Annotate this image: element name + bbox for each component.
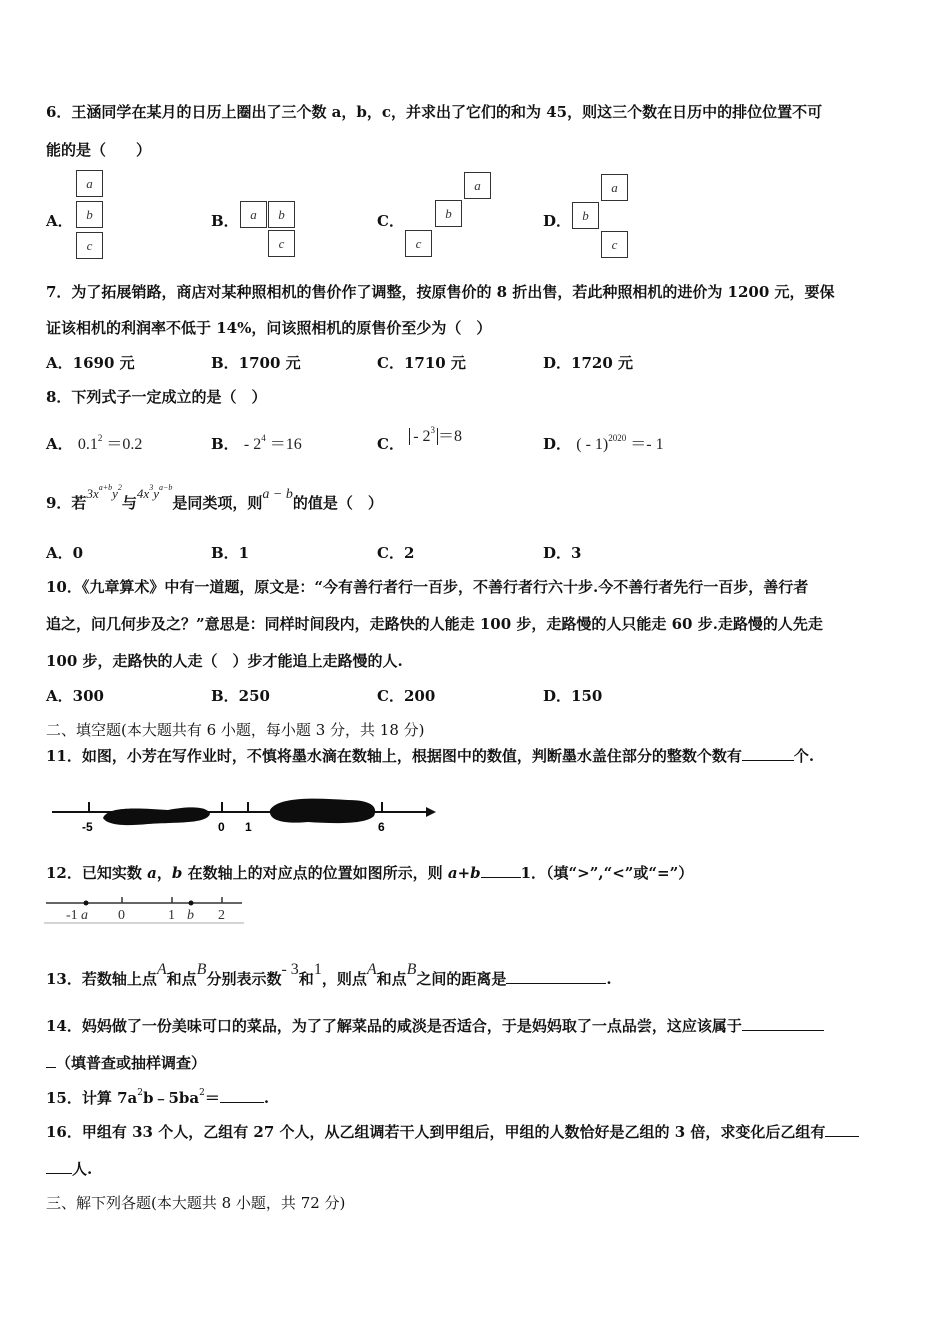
q8-option-b [211, 434, 302, 456]
q8-option-c [377, 425, 463, 456]
q13-text: 13．若数轴上点A和点B分别表示数- 3和1，则点A和点B之间的距离是 . [46, 961, 612, 988]
q8-c-expr: - $2^3 =8$ [409, 428, 462, 445]
q9-option-a: A．0 [46, 544, 84, 562]
tick-label: 0 [218, 820, 225, 834]
q9-option-c: C．2 [377, 544, 415, 562]
q10-line1: 10．《九章算术》中有一道题，原文是：“今有善行者行一百步，不善行者行六十步.今不善行者先行一百步，善行者 [46, 578, 809, 596]
q8-option-d [543, 434, 664, 456]
tick-label: 6 [378, 820, 385, 834]
q14-line1: 14．妈妈做了一份美味可口的菜品，为了了解菜品的咸淡是否适合，于是妈妈取了一点品尝，这应该属于 [46, 1016, 824, 1036]
q6-option-a-label: A． [46, 212, 73, 230]
ink-blot-right [270, 799, 375, 824]
point-a [84, 901, 89, 906]
cell-c: c [405, 230, 432, 257]
q6-line1: 6．王涵同学在某月的日历上圈出了三个数 a，b，c，并求出了它们的和为 45，则这三个数在日历中的排位位置不可 [46, 103, 823, 121]
tick-label: -5 [82, 820, 93, 834]
q10-option-d: D．150 [543, 687, 603, 705]
q8-b-label: B． [211, 435, 239, 453]
cell-a: a [240, 201, 267, 228]
cell-b: b [268, 201, 295, 228]
tick-label: b [187, 908, 194, 923]
cell-a: a [76, 170, 103, 197]
q9-option-b: B．1 [211, 544, 250, 562]
q8-b-expr: - $2^4 =16$ [243, 433, 302, 453]
section-3-heading: 三、解下列各题(本大题共 8 小题，共 72 分) [46, 1194, 346, 1212]
cell-c: c [601, 231, 628, 258]
q9-term1: $3x^{a+b}y^2$ [86, 483, 122, 501]
q7-option-d: D．1720 元 [543, 354, 633, 372]
q16-line1: 16．甲组有 33 个人，乙组有 27 个人，从乙组调若干人到甲组后，甲组的人数恰好是乙组的 3 倍，求变化后乙组有 [46, 1122, 859, 1142]
q9-expr: a − b [262, 487, 293, 502]
cell-c: c [268, 230, 295, 257]
q6-option-d-label: D． [543, 212, 572, 230]
q12-number-line [44, 894, 249, 926]
q12-text: 12．已知实数 a，b 在数轴上的对应点的位置如图所示，则 a+b 1．（填“>”,“<”或“=”） [46, 864, 694, 882]
cell-b: b [76, 201, 103, 228]
q10-line3: 100 步，走路快的人走（ ）步才能追上走路慢的人. [46, 652, 403, 670]
q8-d-label: D． [543, 435, 572, 453]
q9-option-d: D．3 [543, 544, 582, 562]
q16-line2: 人. [46, 1159, 92, 1179]
q8-a-label: A． [46, 435, 73, 453]
q8-d-expr: ( - 1)$^{2020}$ ＝- 1 [576, 433, 664, 453]
tick-label: 1 [245, 820, 252, 834]
q10-line2: 追之，问几何步及之？”意思是：同样时间段内，走路快的人能走 100 步，走路慢的人只能走 60 步.走路慢的人先走 [46, 615, 823, 633]
q6-option-b-label: B． [211, 212, 239, 230]
q10-option-c: C．200 [377, 687, 436, 705]
q7-option-a: A．1690 元 [46, 354, 135, 372]
tick-label: -1 [66, 908, 78, 923]
tick-label: 2 [218, 908, 225, 923]
cell-a: a [464, 172, 491, 199]
q11-number-line [48, 788, 438, 838]
q8-a-expr: $0.1^2 =0.2$ [77, 433, 143, 453]
tick-label: 1 [168, 908, 175, 923]
q7-option-b: B．1700 元 [211, 354, 301, 372]
section-2-heading: 二、填空题(本大题共有 6 小题，每小题 3 分，共 18 分) [46, 721, 425, 739]
q9-stem: 9．若$3x^{a+b}y^2$与$4x^3y^{a-b}$是同类项，则a − b的值是（ ） [46, 483, 383, 512]
q8-option-a [46, 434, 142, 456]
tick-label: a [81, 908, 88, 923]
cell-b: b [435, 200, 462, 227]
q7-line2: 证该相机的利润率不低于 14%，问该照相机的原售价至少为（ ） [46, 319, 492, 337]
q8-c-label: C． [377, 435, 404, 453]
ink-blot-left [103, 807, 210, 825]
q15-text: 15．计算 $7a^2b﹣5ba^2=$ . [46, 1088, 270, 1107]
cell-c: c [76, 232, 103, 259]
q14-line2: （填普查或抽样调查） [46, 1053, 206, 1073]
q8-stem: 8．下列式子一定成立的是（ ） [46, 388, 267, 406]
point-b [189, 901, 194, 906]
q10-option-a: A．300 [46, 687, 104, 705]
cell-a: a [601, 174, 628, 201]
q6-option-c-label: C． [377, 212, 404, 230]
q7-option-c: C．1710 元 [377, 354, 466, 372]
q7-line1: 7．为了拓展销路，商店对某种照相机的售价作了调整，按原售价的 8 折出售，若此种照相机的进价为 1200 元，要保 [46, 283, 835, 301]
q9-term2: $4x^3y^{a-b}$ [136, 483, 173, 501]
q11-text: 11．如图，小芳在写作业时，不慎将墨水滴在数轴上，根据图中的数值，判断墨水盖住部分的整数个数有 个. [46, 747, 815, 765]
cell-b: b [572, 202, 599, 229]
q6-line2: 能的是（ ） [46, 141, 152, 159]
tick-label: 0 [118, 908, 125, 923]
q10-option-b: B．250 [211, 687, 270, 705]
